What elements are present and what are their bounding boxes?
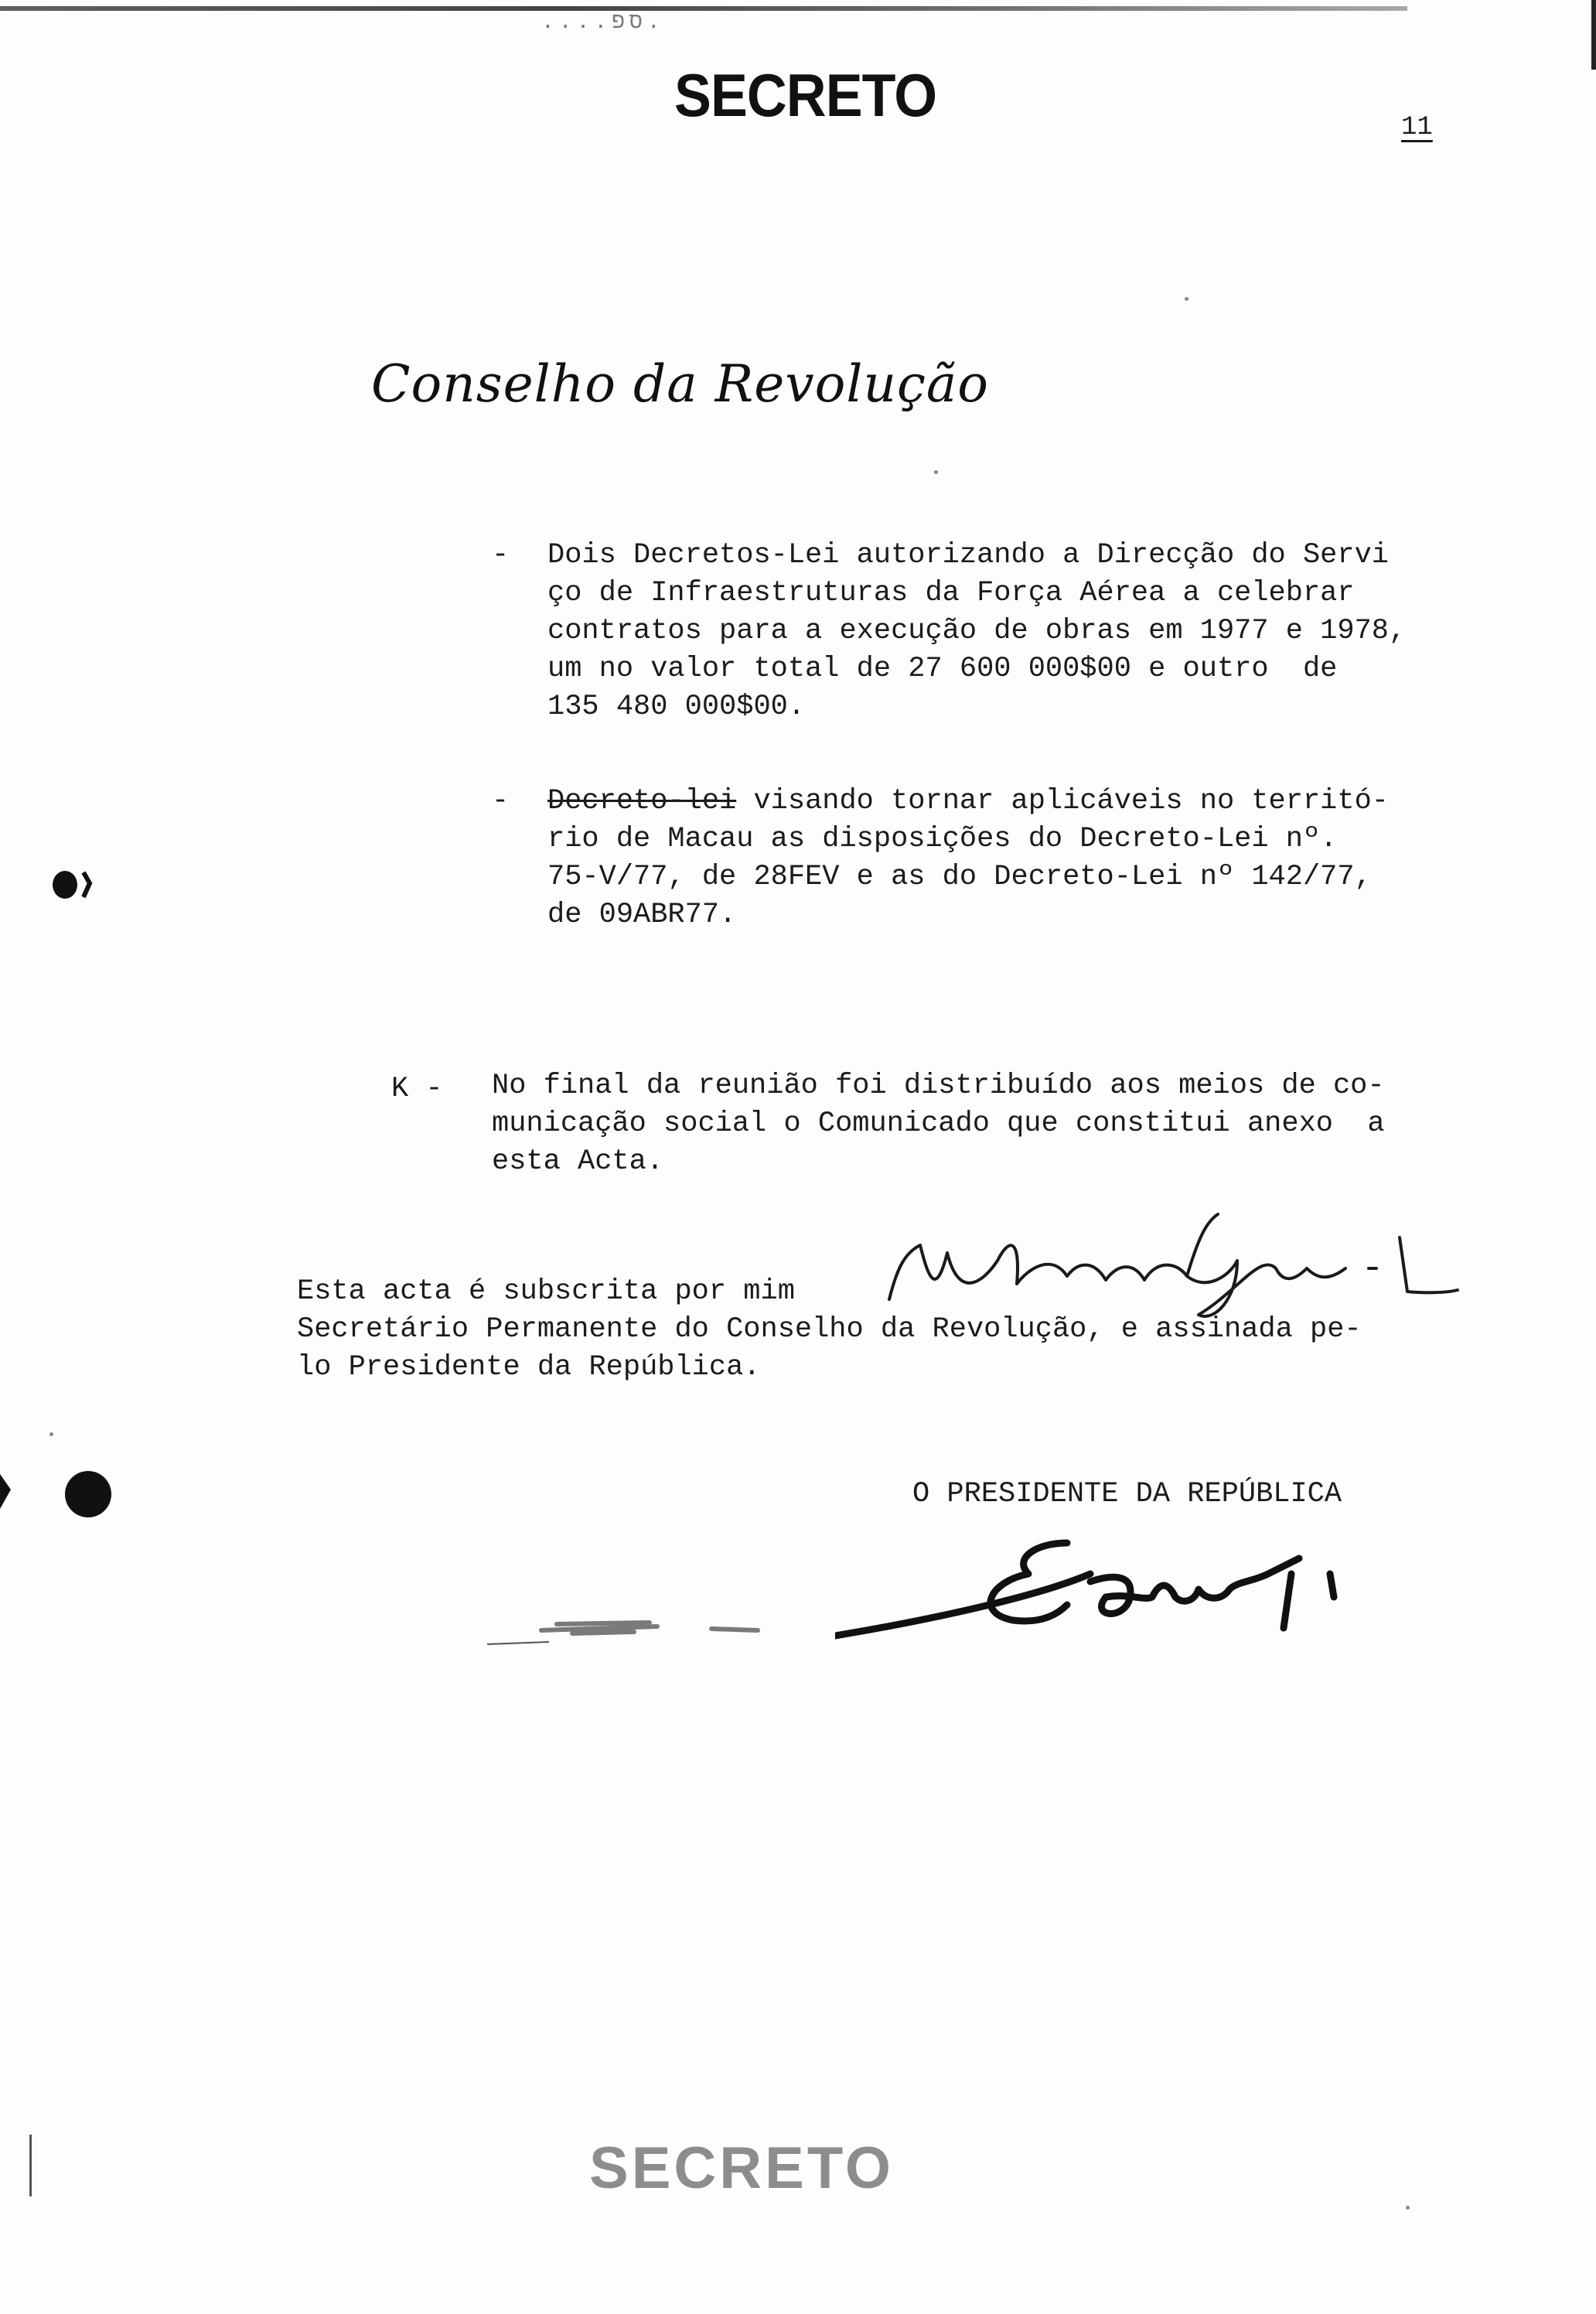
item-1-line: Dois Decretos-Lei autorizando a Direcção do Servi	[547, 539, 1389, 572]
item-1-marker: -	[492, 539, 510, 572]
section-k-text	[492, 1067, 1385, 1181]
scan-speck	[934, 470, 938, 474]
item-2-line: visando tornar aplicáveis no territó-	[736, 785, 1389, 817]
scan-speck	[1406, 2206, 1410, 2210]
ink-smudge	[479, 1599, 804, 1646]
page-number: 11	[1401, 113, 1433, 142]
scan-edge-line	[0, 6, 1407, 11]
president-signature	[835, 1527, 1423, 1643]
scan-edge-mark	[1591, 0, 1596, 70]
item-1-line: 135 480 000$00.	[547, 691, 806, 723]
struck-word: Decreto-lei	[547, 785, 737, 817]
council-heading: Conselho da Revolução	[371, 354, 990, 414]
item-1-line: ço de Infraestruturas da Força Aérea a celebrar	[547, 577, 1355, 609]
item-2-line: rio de Macau as disposições do Decreto-Lei nº.	[547, 823, 1338, 855]
scan-speck	[49, 1432, 53, 1436]
item-2-line: de 09ABR77.	[547, 899, 737, 931]
secretary-signature	[874, 1206, 1461, 1330]
section-k-line: municação social o Comunicado que constitui anexo a	[492, 1108, 1385, 1140]
closing-line: lo Presidente da República.	[297, 1351, 761, 1384]
item-2-marker: -	[492, 785, 510, 817]
closing-line: Secretário Permanente do Conselho da Revolução, e assinada pe-	[297, 1313, 1362, 1346]
scan-edge-mark	[29, 2135, 32, 2196]
item-2-line: 75-V/77, de 28FEV e as do Decreto-Lei nº 142/77,	[547, 861, 1372, 893]
section-k-line: No final da reunião foi distribuído aos meios de co-	[492, 1070, 1385, 1102]
item-1-text	[547, 537, 1406, 726]
classification-stamp-top: SECRETO	[674, 61, 937, 129]
scan-speck	[1185, 297, 1188, 301]
binder-hole-mark	[0, 1466, 116, 1520]
item-2-first-line	[547, 783, 1389, 821]
classification-stamp-bottom: SECRETO	[589, 2135, 895, 2201]
closing-line: Esta acta é subscrita por mim	[297, 1275, 795, 1308]
item-1-line: contratos para a execução de obras em 1977 e 1978,	[547, 615, 1407, 647]
president-label: O PRESIDENTE DA REPÚBLICA	[912, 1478, 1342, 1510]
binder-hole-mark	[49, 868, 96, 902]
item-2-text	[547, 783, 1389, 934]
item-1-line: um no valor total de 27 600 000$00 e outro de	[547, 653, 1338, 685]
section-k-line: esta Acta.	[492, 1145, 664, 1178]
faint-top-stamp: ....ספ.	[541, 11, 665, 35]
section-k-label: K -	[391, 1073, 443, 1105]
